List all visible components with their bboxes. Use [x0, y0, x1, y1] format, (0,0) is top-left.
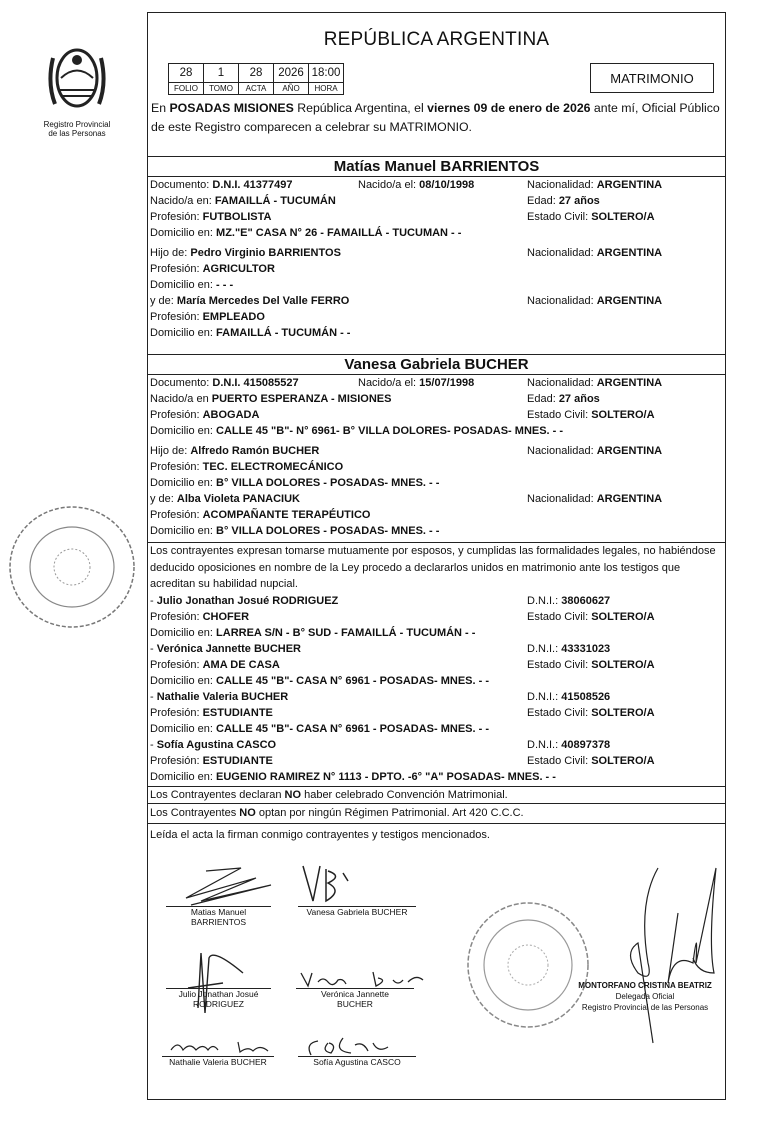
- field-row: [148, 609, 725, 625]
- field-label: D.N.I.:: [527, 594, 562, 607]
- field-row: [148, 657, 725, 673]
- field: [150, 507, 370, 523]
- intro-part: En: [151, 101, 170, 115]
- convention-line: [148, 787, 725, 803]
- field-row: [148, 673, 725, 689]
- logo-caption: de las Personas: [48, 129, 106, 138]
- field-value: 27 años: [558, 393, 600, 405]
- field: [527, 641, 610, 657]
- field-label: Edad:: [527, 195, 559, 207]
- spouse-2-section: [148, 354, 725, 539]
- field: [150, 193, 336, 209]
- witnesses-rows: [148, 593, 725, 785]
- signer-name: BARRIENTOS: [190, 917, 247, 927]
- field-label: Profesión:: [150, 658, 203, 671]
- document-title: REPÚBLICA ARGENTINA: [323, 29, 550, 50]
- field-value: María Mercedes Del Valle FERRO: [176, 295, 350, 307]
- signature-barrientos-icon: [166, 863, 276, 908]
- signature-block: [298, 906, 416, 917]
- field-row: [148, 641, 725, 657]
- year-value: 2026: [274, 64, 309, 83]
- field-value: 08/10/1998: [419, 179, 475, 191]
- field: [527, 705, 655, 721]
- signer-name: RODRIGUEZ: [193, 999, 244, 1009]
- field-row: [148, 193, 725, 209]
- intro-city: POSADAS MISIONES: [169, 101, 294, 115]
- field-label: Nacionalidad:: [527, 179, 597, 191]
- field-label: Domicilio en:: [150, 279, 217, 291]
- field-value: FUTBOLISTA: [202, 211, 272, 223]
- field-value: TEC. ELECTROMECÁNICO: [202, 461, 344, 473]
- official-org: Registro Provincial de las Personas: [581, 1003, 709, 1012]
- field: [150, 673, 489, 689]
- field-label: y de:: [150, 493, 177, 505]
- text: NO: [284, 789, 302, 801]
- field-row: [148, 293, 725, 309]
- field-value: SOLTERO/A: [591, 754, 655, 767]
- field-value: 43331023: [561, 642, 611, 655]
- field-value: ABOGADA: [202, 409, 260, 421]
- regime-section: [148, 786, 725, 821]
- field: [150, 459, 343, 475]
- field-row: [148, 593, 725, 609]
- signer-name: BUCHER: [337, 999, 373, 1009]
- field-value: ARGENTINA: [596, 377, 663, 389]
- field-value: CALLE 45 "B"- CASA N° 6961 - POSADAS- MNES. - -: [216, 674, 489, 687]
- field: [527, 443, 662, 459]
- field-row: [148, 225, 725, 241]
- signer-name: Nathalie Valeria BUCHER: [169, 1057, 267, 1067]
- field: [527, 245, 662, 261]
- text: Los Contrayentes: [150, 807, 240, 819]
- field: [150, 277, 233, 293]
- field-value: CALLE 45 "B"- N° 6961- B° VILLA DOLORES- POSADAS- MNES. - -: [216, 425, 564, 437]
- field-label: Edad:: [527, 393, 559, 405]
- text: haber celebrado Convención Matrimonial.: [301, 789, 508, 801]
- signer-name: Matias Manuel: [190, 907, 247, 917]
- field: [150, 407, 259, 423]
- field-value: D.N.I. 41377497: [212, 179, 293, 191]
- field-value: ARGENTINA: [596, 247, 663, 259]
- field-row: [148, 705, 725, 721]
- field: [150, 391, 391, 407]
- field-label: -: [150, 690, 157, 703]
- signer-name: Sofía Agustina CASCO: [313, 1057, 401, 1067]
- tomo-value: 1: [204, 64, 239, 83]
- field-value: 27 años: [558, 195, 600, 207]
- year-label: AÑO: [274, 83, 309, 95]
- field-label: Nacionalidad:: [527, 295, 597, 307]
- signer-name: Verónica Jannette: [320, 989, 390, 999]
- field-label: Nacionalidad:: [527, 445, 597, 457]
- field: [527, 375, 662, 391]
- field: [358, 375, 474, 391]
- field-label: Domicilio en:: [150, 227, 217, 239]
- signature-nathalie-icon: [168, 1038, 278, 1056]
- text: Los Contrayentes declaran: [150, 789, 285, 801]
- field: [150, 423, 563, 439]
- field-value: SOLTERO/A: [591, 610, 655, 623]
- field: [527, 209, 655, 225]
- logo-caption: Registro Provincial: [43, 120, 111, 129]
- intro-part: ante mí, Oficial Público de este Registro comparecen a celebrar su MATRIMONIO.: [151, 101, 720, 134]
- field-value: MZ."E" CASA N° 26 - FAMAILLÁ - TUCUMAN - -: [216, 227, 462, 239]
- field: [150, 475, 439, 491]
- intro-date: viernes 09 de enero de 2026: [427, 101, 591, 115]
- field-row: [148, 753, 725, 769]
- field-label: Profesión:: [150, 509, 203, 521]
- field-label: Profesión:: [150, 610, 203, 623]
- field-row: [148, 391, 725, 407]
- act-type-box: MATRIMONIO: [590, 63, 714, 93]
- field-row: [148, 277, 725, 293]
- signer-name: Julio Jonathan Josué: [178, 989, 259, 999]
- field: [150, 657, 280, 673]
- field-row: [148, 475, 725, 491]
- field: [527, 491, 662, 507]
- field: [527, 593, 610, 609]
- field-label: Nacionalidad:: [527, 247, 597, 259]
- field-value: CALLE 45 "B"- CASA N° 6961 - POSADAS- MNES. - -: [216, 722, 489, 735]
- field-value: SOLTERO/A: [591, 706, 655, 719]
- spouse-1-name: Matías Manuel BARRIENTOS: [148, 156, 725, 177]
- field-label: Profesión:: [150, 311, 203, 323]
- hour-label: HORA: [309, 83, 344, 95]
- signature-vanesa-icon: [298, 861, 378, 906]
- signer-name: Vanesa Gabriela BUCHER: [306, 907, 408, 917]
- field-label: Nacido/a en: [150, 393, 212, 405]
- field-value: 40897378: [561, 738, 611, 751]
- field-value: PUERTO ESPERANZA - MISIONES: [211, 393, 392, 405]
- official-name: MONTORFANO CRISTINA BEATRIZ: [578, 981, 712, 990]
- acta-value: 28: [239, 64, 274, 83]
- field-value: Nathalie Valeria BUCHER: [156, 690, 289, 703]
- field-label: Estado Civil:: [527, 610, 592, 623]
- intro-part: República Argentina, el: [293, 101, 428, 115]
- field-label: D.N.I.:: [527, 642, 562, 655]
- field: [150, 705, 273, 721]
- field-label: Profesión:: [150, 754, 203, 767]
- field: [150, 625, 475, 641]
- field: [527, 689, 610, 705]
- field-value: - - -: [216, 279, 234, 291]
- field-value: ARGENTINA: [596, 179, 663, 191]
- field-label: Domicilio en:: [150, 674, 217, 687]
- field-value: 15/07/1998: [419, 377, 475, 389]
- field-value: B° VILLA DOLORES - POSADAS- MNES. - -: [216, 477, 440, 489]
- field-label: Profesión:: [150, 706, 203, 719]
- field-row: [148, 523, 725, 539]
- field-value: AMA DE CASA: [202, 658, 280, 671]
- signature-block: [298, 1056, 416, 1067]
- field: [527, 657, 655, 673]
- field-label: Nacionalidad:: [527, 377, 597, 389]
- field-label: Profesión:: [150, 211, 203, 223]
- field: [150, 491, 300, 507]
- registry-logo: [22, 38, 132, 138]
- field-label: Domicilio en:: [150, 770, 217, 783]
- spouse-1-section: [148, 156, 725, 341]
- signature-rodriguez-icon: [183, 948, 253, 1023]
- field-row: [148, 491, 725, 507]
- field: [527, 391, 600, 407]
- field-value: FAMAILLÁ - TUCUMÁN: [214, 195, 336, 207]
- field: [527, 407, 655, 423]
- field: [150, 443, 319, 459]
- intro-text: [151, 99, 723, 137]
- field: [150, 721, 489, 737]
- text: NO: [239, 807, 256, 819]
- field-value: Alba Violeta PANACIUK: [176, 493, 300, 505]
- field-row: [148, 261, 725, 277]
- field-label: -: [150, 738, 157, 751]
- field-label: Documento:: [150, 377, 213, 389]
- field-value: Pedro Virginio BARRIENTOS: [190, 247, 341, 259]
- field-label: Domicilio en:: [150, 525, 217, 537]
- field-value: Alfredo Ramón BUCHER: [190, 445, 320, 457]
- field: [150, 737, 276, 753]
- field: [150, 593, 338, 609]
- field-value: ESTUDIANTE: [202, 754, 273, 767]
- field-row: [148, 309, 725, 325]
- field-label: Domicilio en:: [150, 327, 217, 339]
- acta-label: ACTA: [239, 83, 274, 95]
- field-label: Hijo de:: [150, 247, 191, 259]
- field-label: Domicilio en:: [150, 425, 217, 437]
- declaration-text: Los contrayentes expresan tomarse mutuamente por esposos, y cumplidas las formalidades legales, no habiéndose deducido oposiciones en nombre de la Ley procedo a declararlos unidos en matrimonio ante los testigos que acreditan su habilidad nupcial.: [150, 545, 716, 590]
- field-label: -: [150, 594, 157, 607]
- field-label: D.N.I.:: [527, 690, 562, 703]
- field: [527, 753, 655, 769]
- signature-block: [166, 906, 271, 927]
- field-label: y de:: [150, 295, 177, 307]
- closing-section: [148, 823, 725, 843]
- hour-value: 18:00: [309, 64, 344, 83]
- field-value: Verónica Jannette BUCHER: [156, 642, 301, 655]
- field-label: Profesión:: [150, 409, 203, 421]
- field-value: 41508526: [561, 690, 611, 703]
- field-value: D.N.I. 415085527: [212, 377, 299, 389]
- field: [150, 641, 301, 657]
- field: [527, 609, 655, 625]
- field-row: [148, 325, 725, 341]
- field-value: 38060627: [561, 594, 611, 607]
- field-row: [148, 689, 725, 705]
- field-value: LARREA S/N - B° SUD - FAMAILLÁ - TUCUMÁN - -: [216, 626, 476, 639]
- field-value: SOLTERO/A: [591, 658, 655, 671]
- field-row: [148, 459, 725, 475]
- tomo-label: TOMO: [204, 83, 239, 95]
- field-label: Estado Civil:: [527, 658, 592, 671]
- field: [150, 375, 299, 391]
- field: [150, 245, 341, 261]
- signature-block: [296, 988, 414, 1009]
- field-value: ARGENTINA: [596, 445, 663, 457]
- field: [150, 177, 293, 193]
- field-value: Julio Jonathan Josué RODRIGUEZ: [156, 594, 339, 607]
- folio-label: FOLIO: [169, 83, 204, 95]
- field-row: [148, 423, 725, 439]
- field: [150, 769, 556, 785]
- registry-data-table: [168, 63, 344, 95]
- field-row: [148, 375, 725, 391]
- field-label: Profesión:: [150, 461, 203, 473]
- spouse-2-name: Vanesa Gabriela BUCHER: [148, 354, 725, 375]
- field: [527, 193, 600, 209]
- field-row: [148, 209, 725, 225]
- field-value: ARGENTINA: [596, 493, 663, 505]
- field-value: ESTUDIANTE: [202, 706, 273, 719]
- signature-block: [166, 988, 271, 1009]
- spouse-2-rows: [148, 375, 725, 539]
- folio-value: 28: [169, 64, 204, 83]
- field-value: EMPLEADO: [202, 311, 265, 323]
- field-value: CHOFER: [202, 610, 250, 623]
- field-label: Estado Civil:: [527, 211, 592, 223]
- field-label: Domicilio en:: [150, 477, 217, 489]
- field-row: [148, 245, 725, 261]
- field-row: [148, 721, 725, 737]
- field: [527, 737, 610, 753]
- regime-line: [148, 805, 725, 821]
- field-value: FAMAILLÁ - TUCUMÁN - -: [216, 327, 351, 339]
- field-row: [148, 625, 725, 641]
- spouse-1-rows: [148, 177, 725, 341]
- field-label: Estado Civil:: [527, 706, 592, 719]
- official-role: Delegada Oficial: [615, 992, 675, 1001]
- field-value: SOLTERO/A: [591, 409, 655, 421]
- field: [150, 523, 439, 539]
- field-row: [148, 177, 725, 193]
- field-label: Nacionalidad:: [527, 493, 597, 505]
- field: [527, 293, 662, 309]
- field-value: B° VILLA DOLORES - POSADAS- MNES. - -: [216, 525, 440, 537]
- field: [150, 225, 461, 241]
- field-label: Nacido/a el:: [358, 377, 420, 389]
- field-label: Nacido/a el:: [358, 179, 420, 191]
- field: [150, 325, 350, 341]
- field: [527, 177, 662, 193]
- field: [150, 309, 265, 325]
- field-label: Estado Civil:: [527, 409, 592, 421]
- text: optan por ningún Régimen Patrimonial. Art 420 C.C.C.: [255, 807, 524, 819]
- field: [150, 261, 275, 277]
- field-value: EUGENIO RAMIREZ N° 1113 - DPTO. -6° "A" POSADAS- MNES. - -: [216, 770, 556, 783]
- field-value: ACOMPAÑANTE TERAPÉUTICO: [202, 509, 371, 521]
- declaration-section: [148, 542, 725, 785]
- field-value: AGRICULTOR: [202, 263, 275, 275]
- field-label: Estado Civil:: [527, 754, 592, 767]
- registry-seal-stamp-icon: [2, 500, 142, 635]
- signature-block: [162, 1056, 274, 1067]
- field-label: Hijo de:: [150, 445, 191, 457]
- field: [150, 293, 349, 309]
- provincial-emblem-icon: [47, 38, 107, 118]
- field-label: Domicilio en:: [150, 626, 217, 639]
- field-label: Profesión:: [150, 263, 203, 275]
- closing-text: Leída el acta la firman conmigo contrayentes y testigos mencionados.: [150, 829, 490, 841]
- field-row: [148, 769, 725, 785]
- field-label: Nacido/a en:: [150, 195, 215, 207]
- field-row: [148, 407, 725, 423]
- field-row: [148, 507, 725, 523]
- field-row: [148, 737, 725, 753]
- field-label: Domicilio en:: [150, 722, 217, 735]
- field: [150, 209, 271, 225]
- field-label: Documento:: [150, 179, 213, 191]
- field-label: D.N.I.:: [527, 738, 562, 751]
- field-value: SOLTERO/A: [591, 211, 655, 223]
- field-row: [148, 443, 725, 459]
- field: [358, 177, 474, 193]
- official-signature-icon: [618, 863, 718, 1048]
- field: [150, 753, 273, 769]
- marriage-certificate: [147, 12, 726, 1100]
- signature-sofia-icon: [303, 1033, 403, 1058]
- signature-veronica-icon: [298, 968, 428, 990]
- field-value: Sofía Agustina CASCO: [156, 738, 277, 751]
- field: [150, 689, 288, 705]
- field-label: -: [150, 642, 157, 655]
- field-value: ARGENTINA: [596, 295, 663, 307]
- field: [150, 609, 249, 625]
